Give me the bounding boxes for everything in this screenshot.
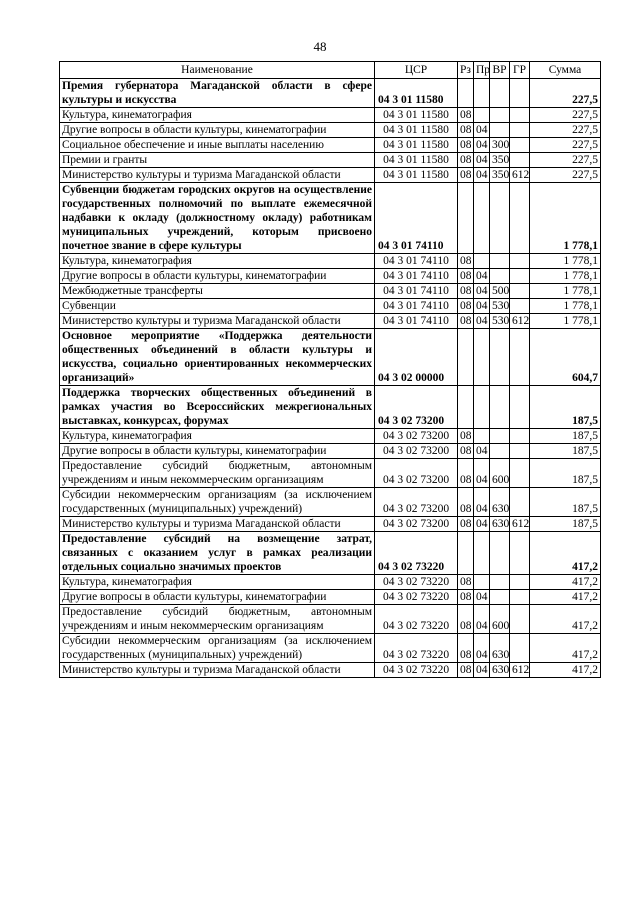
row-rz-cell: 08 xyxy=(458,299,474,314)
row-sum-cell: 417,2 xyxy=(530,575,601,590)
row-gr-cell xyxy=(510,459,530,488)
row-pr-cell xyxy=(474,108,490,123)
row-rz-cell: 08 xyxy=(458,634,474,663)
table-row xyxy=(60,108,601,123)
row-name-cell: Премия губернатора Магаданской области в сфере культуры и искусства xyxy=(60,79,375,108)
row-sum-cell: 1 778,1 xyxy=(530,284,601,299)
row-rz-cell: 08 xyxy=(458,575,474,590)
row-name-cell: Субсидии некоммерческим организациям (за исключением государственных (муниципальных) учреждений) xyxy=(60,488,375,517)
row-sum-cell: 1 778,1 xyxy=(530,183,601,254)
row-csr-cell: 04 3 01 11580 xyxy=(375,153,458,168)
row-name-cell: Субсидии некоммерческим организациям (за исключением государственных (муниципальных) учреждений) xyxy=(60,634,375,663)
row-vr-cell: 630 xyxy=(490,488,510,517)
row-rz-cell: 08 xyxy=(458,517,474,532)
table-body xyxy=(60,79,601,678)
row-csr-cell: 04 3 01 74110 xyxy=(375,254,458,269)
row-name-cell: Министерство культуры и туризма Магаданской области xyxy=(60,663,375,678)
row-pr-cell: 04 xyxy=(474,269,490,284)
row-csr-cell: 04 3 01 11580 xyxy=(375,123,458,138)
row-sum-cell: 604,7 xyxy=(530,329,601,386)
row-gr-cell xyxy=(510,532,530,575)
row-vr-cell: 350 xyxy=(490,153,510,168)
row-name-cell: Поддержка творческих общественных объединений в рамках участия во Всероссийских межрегиональных выставках, конкурсах, форумах xyxy=(60,386,375,429)
row-sum-cell: 187,5 xyxy=(530,459,601,488)
table-row xyxy=(60,269,601,284)
table-row xyxy=(60,138,601,153)
row-rz-cell: 08 xyxy=(458,254,474,269)
row-rz-cell: 08 xyxy=(458,108,474,123)
row-pr-cell: 04 xyxy=(474,590,490,605)
row-pr-cell xyxy=(474,329,490,386)
row-pr-cell xyxy=(474,575,490,590)
row-pr-cell: 04 xyxy=(474,444,490,459)
row-sum-cell: 227,5 xyxy=(530,123,601,138)
row-rz-cell: 08 xyxy=(458,168,474,183)
row-name-cell: Другие вопросы в области культуры, кинематографии xyxy=(60,123,375,138)
row-csr-cell: 04 3 01 11580 xyxy=(375,168,458,183)
row-vr-cell xyxy=(490,254,510,269)
row-rz-cell xyxy=(458,329,474,386)
row-name-cell: Культура, кинематография xyxy=(60,108,375,123)
row-pr-cell xyxy=(474,183,490,254)
row-sum-cell: 187,5 xyxy=(530,429,601,444)
row-vr-cell: 630 xyxy=(490,517,510,532)
row-gr-cell xyxy=(510,284,530,299)
table-row xyxy=(60,663,601,678)
row-rz-cell: 08 xyxy=(458,153,474,168)
row-gr-cell xyxy=(510,444,530,459)
row-gr-cell xyxy=(510,183,530,254)
table-row xyxy=(60,284,601,299)
row-vr-cell xyxy=(490,123,510,138)
row-gr-cell xyxy=(510,138,530,153)
row-sum-cell: 417,2 xyxy=(530,634,601,663)
row-gr-cell: 612 xyxy=(510,663,530,678)
row-vr-cell xyxy=(490,79,510,108)
row-gr-cell xyxy=(510,488,530,517)
row-csr-cell: 04 3 02 73200 xyxy=(375,429,458,444)
row-vr-cell: 530 xyxy=(490,314,510,329)
row-sum-cell: 417,2 xyxy=(530,532,601,575)
row-pr-cell: 04 xyxy=(474,634,490,663)
row-sum-cell: 227,5 xyxy=(530,138,601,153)
row-name-cell: Межбюджетные трансферты xyxy=(60,284,375,299)
table-row xyxy=(60,459,601,488)
row-name-cell: Субвенции бюджетам городских округов на осуществление государственных полномочий по выплате ежемесячной надбавки к окладу (должностному окладу) работникам муниципальных учреждений, которым присвоено почетное звание в сфере культуры xyxy=(60,183,375,254)
row-csr-cell: 04 3 01 74110 xyxy=(375,284,458,299)
row-vr-cell xyxy=(490,269,510,284)
header-rz: Рз xyxy=(458,62,474,79)
row-csr-cell: 04 3 01 11580 xyxy=(375,108,458,123)
row-name-cell: Другие вопросы в области культуры, кинематографии xyxy=(60,444,375,459)
table-row xyxy=(60,254,601,269)
row-gr-cell xyxy=(510,429,530,444)
row-rz-cell xyxy=(458,532,474,575)
row-csr-cell: 04 3 01 74110 xyxy=(375,314,458,329)
row-vr-cell: 600 xyxy=(490,605,510,634)
header-csr: ЦСР xyxy=(375,62,458,79)
row-vr-cell xyxy=(490,429,510,444)
row-name-cell: Другие вопросы в области культуры, кинематографии xyxy=(60,590,375,605)
row-pr-cell xyxy=(474,429,490,444)
row-gr-cell xyxy=(510,575,530,590)
table-row xyxy=(60,532,601,575)
row-name-cell: Другие вопросы в области культуры, кинематографии xyxy=(60,269,375,284)
row-vr-cell xyxy=(490,183,510,254)
row-csr-cell: 04 3 02 73200 xyxy=(375,459,458,488)
row-sum-cell: 187,5 xyxy=(530,488,601,517)
row-sum-cell: 1 778,1 xyxy=(530,314,601,329)
row-csr-cell: 04 3 02 73220 xyxy=(375,663,458,678)
row-pr-cell: 04 xyxy=(474,605,490,634)
row-vr-cell: 350 xyxy=(490,168,510,183)
row-vr-cell: 300 xyxy=(490,138,510,153)
row-name-cell: Культура, кинематография xyxy=(60,254,375,269)
row-vr-cell: 600 xyxy=(490,459,510,488)
row-rz-cell xyxy=(458,386,474,429)
row-gr-cell xyxy=(510,329,530,386)
row-pr-cell xyxy=(474,79,490,108)
row-rz-cell: 08 xyxy=(458,488,474,517)
row-name-cell: Социальное обеспечение и иные выплаты населению xyxy=(60,138,375,153)
row-rz-cell: 08 xyxy=(458,123,474,138)
row-csr-cell: 04 3 01 74110 xyxy=(375,183,458,254)
row-rz-cell: 08 xyxy=(458,314,474,329)
row-gr-cell xyxy=(510,386,530,429)
table-row xyxy=(60,79,601,108)
row-pr-cell: 04 xyxy=(474,488,490,517)
row-rz-cell xyxy=(458,183,474,254)
row-vr-cell: 630 xyxy=(490,663,510,678)
header-sum: Сумма xyxy=(530,62,601,79)
header-gr: ГР xyxy=(510,62,530,79)
table-row xyxy=(60,299,601,314)
table-row xyxy=(60,575,601,590)
row-name-cell: Культура, кинематография xyxy=(60,429,375,444)
table-row xyxy=(60,429,601,444)
row-vr-cell xyxy=(490,329,510,386)
row-vr-cell: 630 xyxy=(490,634,510,663)
row-name-cell: Предоставление субсидий бюджетным, автономным учреждениям и иным некоммерческим организациям xyxy=(60,459,375,488)
row-name-cell: Предоставление субсидий бюджетным, автономным учреждениям и иным некоммерческим организациям xyxy=(60,605,375,634)
table-row xyxy=(60,590,601,605)
row-pr-cell: 04 xyxy=(474,138,490,153)
row-pr-cell: 04 xyxy=(474,299,490,314)
table-row xyxy=(60,183,601,254)
row-gr-cell: 612 xyxy=(510,314,530,329)
row-name-cell: Субвенции xyxy=(60,299,375,314)
row-csr-cell: 04 3 02 73200 xyxy=(375,517,458,532)
row-name-cell: Министерство культуры и туризма Магаданской области xyxy=(60,517,375,532)
row-sum-cell: 187,5 xyxy=(530,444,601,459)
header-name: Наименование xyxy=(60,62,375,79)
row-sum-cell: 1 778,1 xyxy=(530,269,601,284)
row-vr-cell xyxy=(490,575,510,590)
row-sum-cell: 417,2 xyxy=(530,590,601,605)
row-gr-cell xyxy=(510,108,530,123)
row-csr-cell: 04 3 02 00000 xyxy=(375,329,458,386)
row-csr-cell: 04 3 02 73200 xyxy=(375,386,458,429)
row-csr-cell: 04 3 02 73220 xyxy=(375,605,458,634)
row-sum-cell: 227,5 xyxy=(530,108,601,123)
row-gr-cell xyxy=(510,123,530,138)
budget-table xyxy=(59,61,601,678)
row-vr-cell xyxy=(490,590,510,605)
row-vr-cell xyxy=(490,532,510,575)
row-sum-cell: 417,2 xyxy=(530,663,601,678)
row-gr-cell xyxy=(510,153,530,168)
row-gr-cell xyxy=(510,299,530,314)
row-csr-cell: 04 3 01 74110 xyxy=(375,299,458,314)
row-rz-cell xyxy=(458,79,474,108)
row-sum-cell: 227,5 xyxy=(530,153,601,168)
table-row xyxy=(60,386,601,429)
row-csr-cell: 04 3 01 11580 xyxy=(375,79,458,108)
row-csr-cell: 04 3 02 73220 xyxy=(375,532,458,575)
row-csr-cell: 04 3 01 74110 xyxy=(375,269,458,284)
row-rz-cell: 08 xyxy=(458,429,474,444)
header-vr: ВР xyxy=(490,62,510,79)
table-row xyxy=(60,517,601,532)
table-row xyxy=(60,329,601,386)
row-rz-cell: 08 xyxy=(458,284,474,299)
row-name-cell: Культура, кинематография xyxy=(60,575,375,590)
table-row xyxy=(60,444,601,459)
row-rz-cell: 08 xyxy=(458,663,474,678)
row-gr-cell: 612 xyxy=(510,517,530,532)
row-pr-cell: 04 xyxy=(474,314,490,329)
row-pr-cell: 04 xyxy=(474,153,490,168)
row-pr-cell: 04 xyxy=(474,517,490,532)
row-vr-cell: 500 xyxy=(490,284,510,299)
row-pr-cell: 04 xyxy=(474,168,490,183)
row-pr-cell: 04 xyxy=(474,663,490,678)
row-gr-cell xyxy=(510,269,530,284)
header-pr: Пр xyxy=(474,62,490,79)
row-rz-cell: 08 xyxy=(458,605,474,634)
row-sum-cell: 227,5 xyxy=(530,168,601,183)
page-number: 48 xyxy=(313,39,327,54)
row-csr-cell: 04 3 02 73220 xyxy=(375,590,458,605)
row-sum-cell: 417,2 xyxy=(530,605,601,634)
row-pr-cell xyxy=(474,254,490,269)
row-name-cell: Премии и гранты xyxy=(60,153,375,168)
row-rz-cell: 08 xyxy=(458,138,474,153)
row-name-cell: Министерство культуры и туризма Магаданской области xyxy=(60,168,375,183)
table-row xyxy=(60,168,601,183)
row-rz-cell: 08 xyxy=(458,459,474,488)
row-sum-cell: 227,5 xyxy=(530,79,601,108)
row-sum-cell: 1 778,1 xyxy=(530,299,601,314)
row-gr-cell: 612 xyxy=(510,168,530,183)
row-sum-cell: 1 778,1 xyxy=(530,254,601,269)
row-rz-cell: 08 xyxy=(458,269,474,284)
row-pr-cell: 04 xyxy=(474,459,490,488)
row-pr-cell: 04 xyxy=(474,284,490,299)
table-row xyxy=(60,605,601,634)
row-gr-cell xyxy=(510,605,530,634)
row-csr-cell: 04 3 02 73200 xyxy=(375,488,458,517)
row-vr-cell xyxy=(490,108,510,123)
table-row xyxy=(60,634,601,663)
row-vr-cell xyxy=(490,444,510,459)
row-csr-cell: 04 3 02 73220 xyxy=(375,575,458,590)
row-csr-cell: 04 3 02 73220 xyxy=(375,634,458,663)
table-row xyxy=(60,488,601,517)
row-name-cell: Министерство культуры и туризма Магаданской области xyxy=(60,314,375,329)
row-sum-cell: 187,5 xyxy=(530,386,601,429)
table-row xyxy=(60,123,601,138)
row-name-cell: Основное мероприятие «Поддержка деятельности общественных объединений в области культуры и искусства, социально ориентированных некоммерческих организаций» xyxy=(60,329,375,386)
table-row xyxy=(60,153,601,168)
row-gr-cell xyxy=(510,590,530,605)
row-csr-cell: 04 3 01 11580 xyxy=(375,138,458,153)
row-rz-cell: 08 xyxy=(458,444,474,459)
table-header-row xyxy=(60,62,601,79)
row-csr-cell: 04 3 02 73200 xyxy=(375,444,458,459)
row-gr-cell xyxy=(510,79,530,108)
row-name-cell: Предоставление субсидий на возмещение затрат, связанных с оказанием услуг в рамках реализации отдельных социально значимых проектов xyxy=(60,532,375,575)
row-gr-cell xyxy=(510,254,530,269)
row-pr-cell xyxy=(474,532,490,575)
row-pr-cell: 04 xyxy=(474,123,490,138)
row-sum-cell: 187,5 xyxy=(530,517,601,532)
row-vr-cell xyxy=(490,386,510,429)
row-gr-cell xyxy=(510,634,530,663)
row-rz-cell: 08 xyxy=(458,590,474,605)
row-vr-cell: 530 xyxy=(490,299,510,314)
row-pr-cell xyxy=(474,386,490,429)
table-row xyxy=(60,314,601,329)
